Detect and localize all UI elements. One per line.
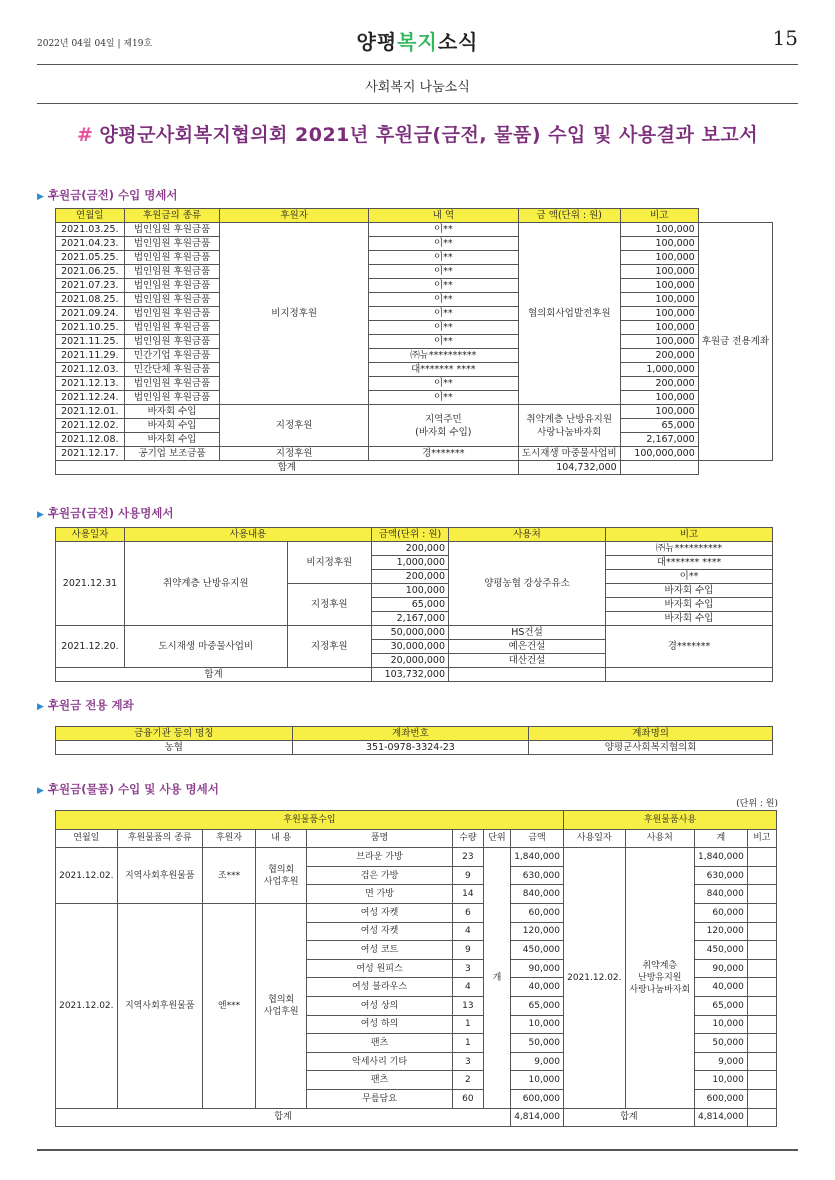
item-qty: 1 <box>452 1034 483 1053</box>
detail-cell: 취약계층 난방유지원 사랑나눔바자회 <box>518 405 620 447</box>
amount-cell: 30,000,000 <box>372 640 449 654</box>
total-label: 합계 <box>56 1108 511 1127</box>
table-cell <box>747 1108 776 1127</box>
col-header: 계좌명의 <box>529 727 773 741</box>
note-cell: ㈜뉴********** <box>606 542 773 556</box>
note-cell <box>747 1089 776 1108</box>
place-cell: 대산건설 <box>449 654 606 668</box>
total-row <box>56 461 773 475</box>
item-sum: 450,000 <box>694 941 747 960</box>
amount-cell: 100,000 <box>620 335 698 349</box>
donor-cell: 조*** <box>202 848 255 904</box>
hash-mark: # <box>76 124 94 146</box>
income-heading: ▶ 후원금(금전) 수입 명세서 <box>37 187 178 203</box>
date-cell: 2021.07.23. <box>56 279 125 293</box>
note-cell: 바자회 수입 <box>606 612 773 626</box>
col-header: 연월일 <box>56 209 125 223</box>
amount-cell: 100,000,000 <box>620 447 698 461</box>
date-cell: 2021.12.01. <box>56 405 125 419</box>
use-total-amount: 4,814,000 <box>694 1108 747 1127</box>
table-row <box>56 542 773 556</box>
kind-cell: 법인임원 후원금품 <box>124 335 220 349</box>
item-qty: 1 <box>452 1015 483 1034</box>
note-cell: 바자회 수입 <box>606 584 773 598</box>
note-cell: 이** <box>606 570 773 584</box>
table-row <box>56 265 773 279</box>
date-cell: 2021.11.29. <box>56 349 125 363</box>
table-row <box>56 626 773 640</box>
place-cell: 예은건설 <box>449 640 606 654</box>
item-amount: 120,000 <box>511 922 564 941</box>
item-sum: 40,000 <box>694 978 747 997</box>
note-cell <box>747 996 776 1015</box>
type-cell: 지정후원 <box>287 626 371 668</box>
date-cell: 2021.12.03. <box>56 363 125 377</box>
page-header <box>37 20 798 70</box>
date-cell: 2021.06.25. <box>56 265 125 279</box>
item-qty: 6 <box>452 903 483 922</box>
item-sum: 120,000 <box>694 922 747 941</box>
date-cell: 2021.10.25. <box>56 321 125 335</box>
item-amount: 40,000 <box>511 978 564 997</box>
donor-cell: 이** <box>368 391 518 405</box>
amount-cell: 20,000,000 <box>372 654 449 668</box>
kind-cell: 법인임원 후원금품 <box>124 307 220 321</box>
item-amount: 1,840,000 <box>511 848 564 867</box>
item-sum: 840,000 <box>694 885 747 904</box>
col-header: 금융기관 등의 명칭 <box>56 727 293 741</box>
note-cell <box>747 1015 776 1034</box>
col-header: 내 용 <box>256 829 307 848</box>
header-divider <box>37 64 798 65</box>
place-cell: 양평농협 강상주유소 <box>449 542 606 626</box>
masthead-part-2: 복지 <box>397 30 438 54</box>
amount-cell: 100,000 <box>620 265 698 279</box>
total-label: 합계 <box>56 461 519 475</box>
date-cell: 2021.12.13. <box>56 377 125 391</box>
note-cell: 바자회 수입 <box>606 598 773 612</box>
donor-cell: 경******* <box>368 447 518 461</box>
kind-cell: 법인임원 후원금품 <box>124 293 220 307</box>
section-label: 사회복지 나눔소식 <box>365 80 470 95</box>
col-header: 비고 <box>606 528 773 542</box>
item-name: 팬츠 <box>307 1071 453 1090</box>
note-cell: 경******* <box>606 626 773 668</box>
item-name: 여성 블라우스 <box>307 978 453 997</box>
unit-note: (단위 : 원) <box>736 799 778 809</box>
type-cell: 비지정후원 <box>287 542 371 584</box>
amount-cell: 200,000 <box>372 570 449 584</box>
item-qty: 9 <box>452 866 483 885</box>
item-amount: 60,000 <box>511 903 564 922</box>
note-cell <box>747 866 776 885</box>
item-amount: 50,000 <box>511 1034 564 1053</box>
item-sum: 9,000 <box>694 1052 747 1071</box>
donor-cell: 대******* **** <box>368 363 518 377</box>
note-cell <box>747 922 776 941</box>
donor-cell: 이** <box>368 293 518 307</box>
usage-heading: ▶ 후원금(금전) 사용명세서 <box>37 505 174 521</box>
table-row <box>56 848 777 867</box>
col-header: 후원금의 종류 <box>124 209 220 223</box>
amount-cell: 200,000 <box>620 349 698 363</box>
account-table <box>55 726 773 755</box>
col-header: 금액(단위 : 원) <box>372 528 449 542</box>
kind-cell: 지역사회후원물품 <box>117 848 202 904</box>
date-cell: 2021.12.02. <box>56 903 118 1108</box>
table-row <box>56 251 773 265</box>
item-sum: 10,000 <box>694 1015 747 1034</box>
table-row <box>56 335 773 349</box>
issue-date: 2022년 04월 04일 | 제19호 <box>37 39 153 49</box>
col-header: 후원자 <box>220 209 368 223</box>
table-cell <box>620 461 698 475</box>
kind-cell: 바자회 수입 <box>124 419 220 433</box>
table-row <box>56 447 773 461</box>
note-cell: 후원금 전용계좌 <box>698 223 772 461</box>
table-row <box>56 279 773 293</box>
amount-cell: 200,000 <box>620 377 698 391</box>
item-qty: 4 <box>452 922 483 941</box>
item-name: 무릎담요 <box>307 1089 453 1108</box>
group-header: 후원물품수입 <box>56 811 564 830</box>
table-row <box>56 237 773 251</box>
item-amount: 840,000 <box>511 885 564 904</box>
kind-cell: 법인임원 후원금품 <box>124 391 220 405</box>
col-header: 후원자 <box>202 829 255 848</box>
group-header: 후원물품사용 <box>564 811 777 830</box>
masthead-part-3: 소식 <box>437 30 479 54</box>
kind-cell: 민간단체 후원금품 <box>124 363 220 377</box>
amount-cell: 100,000 <box>620 237 698 251</box>
amount-cell: 100,000 <box>620 279 698 293</box>
total-row <box>56 1108 777 1127</box>
amount-cell: 100,000 <box>620 307 698 321</box>
account-holder: 양평군사회복지협의회 <box>529 741 773 755</box>
item-sum: 1,840,000 <box>694 848 747 867</box>
total-amount: 4,814,000 <box>511 1108 564 1127</box>
kind-cell: 바자회 수입 <box>124 433 220 447</box>
table-row <box>56 377 773 391</box>
kind-cell: 공기업 보조금품 <box>124 447 220 461</box>
note-cell <box>747 903 776 922</box>
section-divider <box>37 103 798 104</box>
account-number: 351-0978-3324-23 <box>292 741 529 755</box>
date-cell: 2021.05.25. <box>56 251 125 265</box>
total-amount: 104,732,000 <box>518 461 620 475</box>
col-header: 사용처 <box>625 829 694 848</box>
footer-divider <box>37 1149 798 1151</box>
col-header: 사용일자 <box>56 528 125 542</box>
date-cell: 2021.03.25. <box>56 223 125 237</box>
date-cell: 2021.12.17. <box>56 447 125 461</box>
item-amount: 65,000 <box>511 996 564 1015</box>
col-header: 후원물품의 종류 <box>117 829 202 848</box>
col-header: 사용내용 <box>125 528 372 542</box>
item-sum: 10,000 <box>694 1071 747 1090</box>
date-cell: 2021.08.25. <box>56 293 125 307</box>
item-amount: 90,000 <box>511 959 564 978</box>
unit-cell: 개 <box>483 848 510 1108</box>
amount-cell: 100,000 <box>372 584 449 598</box>
goods-table <box>55 810 777 1127</box>
note-cell <box>747 848 776 867</box>
use-place-cell: 취약계층 난방유지원 사랑나눔바자회 <box>625 848 694 1108</box>
amount-cell: 2,167,000 <box>372 612 449 626</box>
item-amount: 450,000 <box>511 941 564 960</box>
table-row <box>56 405 773 419</box>
type-cell: 비지정후원 <box>220 223 368 405</box>
donor-cell: 이** <box>368 265 518 279</box>
kind-cell: 법인임원 후원금품 <box>124 223 220 237</box>
col-header: 금 액(단위 : 원) <box>518 209 620 223</box>
item-qty: 3 <box>452 959 483 978</box>
page-title-text: 양평군사회복지협의회 2021년 후원금(금전, 물품) 수입 및 사용결과 보고서 <box>99 124 759 146</box>
col-header: 내 역 <box>368 209 518 223</box>
amount-cell: 100,000 <box>620 405 698 419</box>
item-sum: 600,000 <box>694 1089 747 1108</box>
use-total-label: 합계 <box>564 1108 695 1127</box>
date-cell: 2021.04.23. <box>56 237 125 251</box>
date-cell: 2021.12.24. <box>56 391 125 405</box>
total-label: 합계 <box>56 668 372 682</box>
usage-table <box>55 527 773 682</box>
amount-cell: 100,000 <box>620 223 698 237</box>
col-header: 수량 <box>452 829 483 848</box>
item-amount: 10,000 <box>511 1015 564 1034</box>
content-cell: 취약계층 난방유지원 <box>125 542 288 626</box>
total-amount: 103,732,000 <box>372 668 449 682</box>
kind-cell: 법인임원 후원금품 <box>124 321 220 335</box>
item-sum: 630,000 <box>694 866 747 885</box>
date-cell: 2021.09.24. <box>56 307 125 321</box>
item-name: 여성 자켓 <box>307 922 453 941</box>
kind-cell: 지역사회후원물품 <box>117 903 202 1108</box>
amount-cell: 2,167,000 <box>620 433 698 447</box>
amount-cell: 65,000 <box>620 419 698 433</box>
donor-cell: ㈜뉴********** <box>368 349 518 363</box>
kind-cell: 법인임원 후원금품 <box>124 237 220 251</box>
amount-cell: 200,000 <box>372 542 449 556</box>
table-row <box>56 307 773 321</box>
col-header: 사용처 <box>449 528 606 542</box>
col-header: 비고 <box>747 829 776 848</box>
use-date-cell: 2021.12.02. <box>564 848 626 1108</box>
type-cell: 지정후원 <box>220 405 368 447</box>
note-cell <box>747 1071 776 1090</box>
detail-cell: 협의회사업발전후원 <box>518 223 620 405</box>
table-row <box>56 349 773 363</box>
item-qty: 13 <box>452 996 483 1015</box>
donor-cell: 이** <box>368 377 518 391</box>
donor-cell: 이** <box>368 307 518 321</box>
item-name: 브라운 가방 <box>307 848 453 867</box>
col-header: 계 <box>694 829 747 848</box>
page-title <box>0 120 835 147</box>
amount-cell: 100,000 <box>620 391 698 405</box>
date-cell: 2021.12.02. <box>56 848 118 904</box>
donor-cell: 이** <box>368 251 518 265</box>
date-cell: 2021.12.20. <box>56 626 125 668</box>
donor-cell: 이** <box>368 237 518 251</box>
item-qty: 60 <box>452 1089 483 1108</box>
col-header: 품명 <box>307 829 453 848</box>
item-sum: 90,000 <box>694 959 747 978</box>
content-cell: 협의회 사업후원 <box>256 903 307 1108</box>
date-cell: 2021.12.31 <box>56 542 125 626</box>
note-cell <box>747 1034 776 1053</box>
donor-cell: 이** <box>368 335 518 349</box>
amount-cell: 65,000 <box>372 598 449 612</box>
date-cell: 2021.12.02. <box>56 419 125 433</box>
donor-cell: 엔*** <box>202 903 255 1108</box>
table-cell <box>606 668 773 682</box>
item-qty: 4 <box>452 978 483 997</box>
note-cell <box>747 885 776 904</box>
item-name: 여성 자켓 <box>307 903 453 922</box>
detail-cell: 도시재생 마중물사업비 <box>518 447 620 461</box>
item-sum: 60,000 <box>694 903 747 922</box>
content-cell: 협의회 사업후원 <box>256 848 307 904</box>
amount-cell: 100,000 <box>620 251 698 265</box>
col-header: 단위 <box>483 829 510 848</box>
donor-cell: 지역주민 (바자회 수입) <box>368 405 518 447</box>
col-header: 사용일자 <box>564 829 626 848</box>
item-amount: 630,000 <box>511 866 564 885</box>
content-cell: 도시재생 마중물사업비 <box>125 626 288 668</box>
item-qty: 9 <box>452 941 483 960</box>
goods-heading: ▶ 후원금(물품) 수입 및 사용 명세서 <box>37 781 219 797</box>
table-cell <box>449 668 606 682</box>
donor-cell: 이** <box>368 279 518 293</box>
kind-cell: 법인임원 후원금품 <box>124 265 220 279</box>
note-cell <box>747 941 776 960</box>
item-amount: 10,000 <box>511 1071 564 1090</box>
col-header: 계좌번호 <box>292 727 529 741</box>
col-header: 연월일 <box>56 829 118 848</box>
income-table <box>55 208 773 475</box>
masthead <box>37 26 798 55</box>
kind-cell: 법인임원 후원금품 <box>124 279 220 293</box>
table-row <box>56 223 773 237</box>
type-cell: 지정후원 <box>220 447 368 461</box>
item-sum: 50,000 <box>694 1034 747 1053</box>
donor-cell: 이** <box>368 321 518 335</box>
item-name: 여성 원피스 <box>307 959 453 978</box>
table-row <box>56 363 773 377</box>
note-cell: 대******* **** <box>606 556 773 570</box>
table-row <box>56 321 773 335</box>
kind-cell: 바자회 수입 <box>124 405 220 419</box>
amount-cell: 100,000 <box>620 321 698 335</box>
item-name: 여성 하의 <box>307 1015 453 1034</box>
type-cell: 지정후원 <box>287 584 371 626</box>
amount-cell: 50,000,000 <box>372 626 449 640</box>
masthead-part-1: 양평 <box>356 30 398 54</box>
page-number: 15 <box>772 26 798 50</box>
item-name: 팬츠 <box>307 1034 453 1053</box>
item-name: 여성 상의 <box>307 996 453 1015</box>
total-row <box>56 668 773 682</box>
account-heading: ▶ 후원금 전용 계좌 <box>37 697 134 713</box>
amount-cell: 1,000,000 <box>620 363 698 377</box>
col-header: 비고 <box>620 209 698 223</box>
note-cell <box>747 978 776 997</box>
note-cell <box>747 959 776 978</box>
table-row <box>56 391 773 405</box>
item-qty: 14 <box>452 885 483 904</box>
kind-cell: 법인임원 후원금품 <box>124 251 220 265</box>
item-name: 악세사리 기타 <box>307 1052 453 1071</box>
table-row <box>56 293 773 307</box>
item-qty: 2 <box>452 1071 483 1090</box>
amount-cell: 1,000,000 <box>372 556 449 570</box>
kind-cell: 법인임원 후원금품 <box>124 377 220 391</box>
item-name: 여성 코트 <box>307 941 453 960</box>
item-amount: 9,000 <box>511 1052 564 1071</box>
kind-cell: 민간기업 후원금품 <box>124 349 220 363</box>
item-name: 면 가방 <box>307 885 453 904</box>
item-amount: 600,000 <box>511 1089 564 1108</box>
place-cell: HS건설 <box>449 626 606 640</box>
note-cell <box>747 1052 776 1071</box>
col-header: 금액 <box>511 829 564 848</box>
item-qty: 3 <box>452 1052 483 1071</box>
date-cell: 2021.11.25. <box>56 335 125 349</box>
item-name: 검은 가방 <box>307 866 453 885</box>
date-cell: 2021.12.08. <box>56 433 125 447</box>
amount-cell: 100,000 <box>620 293 698 307</box>
bank-name: 농협 <box>56 741 293 755</box>
item-qty: 23 <box>452 848 483 867</box>
donor-cell: 이** <box>368 223 518 237</box>
item-sum: 65,000 <box>694 996 747 1015</box>
